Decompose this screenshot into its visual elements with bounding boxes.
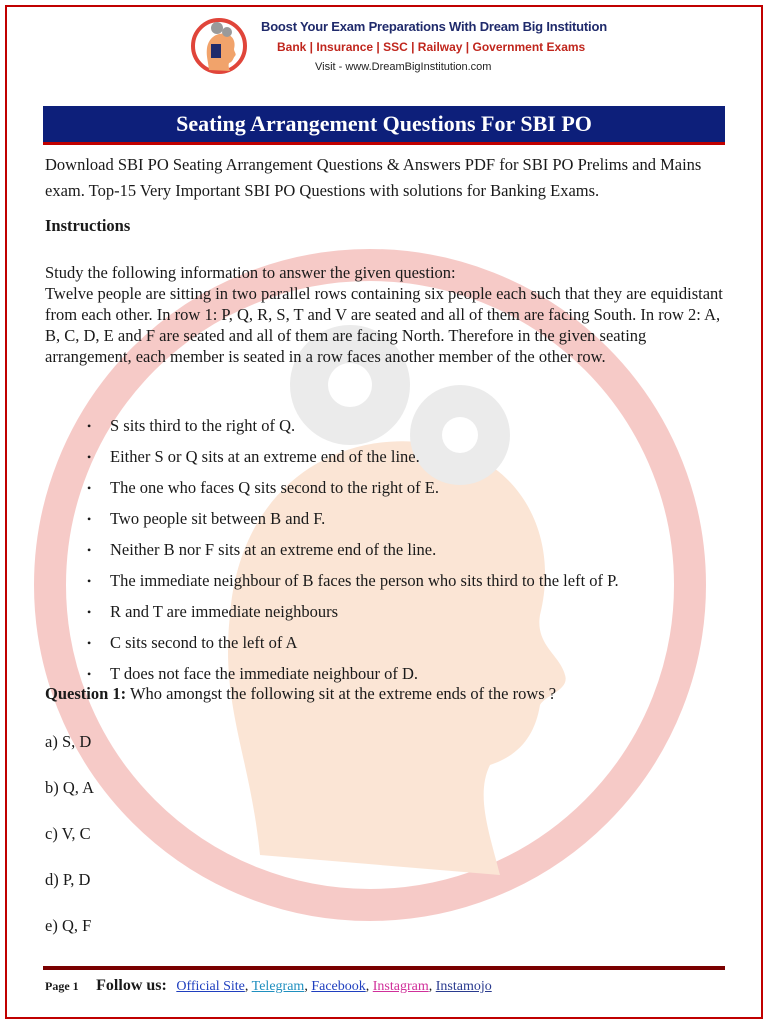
option-b: b) Q, A <box>45 778 95 797</box>
header-tagline: Boost Your Exam Preparations With Dream Big Institution <box>261 19 607 34</box>
list-item: • Two people sit between B and F. <box>87 507 619 538</box>
instructions-passage <box>45 262 735 367</box>
question-label: Question 1: <box>45 684 127 703</box>
question-1 <box>45 684 556 704</box>
header-website[interactable]: Visit - www.DreamBigInstitution.com <box>315 61 492 73</box>
option-d: d) P, D <box>45 870 91 889</box>
option-a: a) S, D <box>45 732 92 751</box>
list-item: • T does not face the immediate neighbour of D. <box>87 662 619 693</box>
footer: Page 1 Follow us: Official Site, Telegram, Facebook, Instagram, Instamojo <box>45 977 492 994</box>
intro-paragraph: Download SBI PO Seating Arrangement Questions & Answers PDF for SBI PO Prelims and Mains exam. Top-15 Very Important SBI PO Questions with solutions for Banking Exams. <box>45 155 702 200</box>
list-item: • Either S or Q sits at an extreme end of the line. <box>87 445 619 476</box>
passage-first-line: Study the following information to answer the given question: <box>45 263 456 282</box>
institution-logo <box>191 14 247 78</box>
option-c: c) V, C <box>45 824 91 843</box>
list-item: • The one who faces Q sits second to the right of E. <box>87 476 619 507</box>
clue-list <box>87 414 619 693</box>
footer-divider <box>43 966 725 970</box>
instructions-heading: Instructions <box>45 216 131 235</box>
list-item: • S sits third to the right of Q. <box>87 414 619 445</box>
list-item: • C sits second to the left of A <box>87 631 619 662</box>
page-title: Seating Arrangement Questions For SBI PO <box>43 106 725 145</box>
facebook-link[interactable]: Facebook <box>311 979 366 994</box>
list-item: • Neither B nor F sits at an extreme end of the line. <box>87 538 619 569</box>
option-e: e) Q, F <box>45 916 92 935</box>
page-number: Page 1 <box>45 979 79 993</box>
list-item: • The immediate neighbour of B faces the person who sits third to the left of P. <box>87 569 619 600</box>
list-item: • R and T are immediate neighbours <box>87 600 619 631</box>
instagram-link[interactable]: Instagram <box>372 979 429 994</box>
question-text: Who amongst the following sit at the extreme ends of the rows ? <box>126 684 557 703</box>
instamojo-link[interactable]: Instamojo <box>435 979 492 994</box>
passage-body: Twelve people are sitting in two parallel rows containing six people each such that they are equidistant from each other. In row 1: P, Q, R, S, T and V are seated and all of them are facing South. In row 2: A, B, C, D, E and F are seated and all of them are facing North. Therefore in the given seating arrangement, each member is seated in a row faces another member of the other row. <box>45 284 723 366</box>
answer-options <box>45 731 94 961</box>
official-site-link[interactable]: Official Site <box>176 979 245 994</box>
follow-us-label: Follow us: <box>96 977 167 994</box>
telegram-link[interactable]: Telegram <box>251 979 305 994</box>
header-exam-list: Bank | Insurance | SSC | Railway | Government Exams <box>277 40 586 54</box>
